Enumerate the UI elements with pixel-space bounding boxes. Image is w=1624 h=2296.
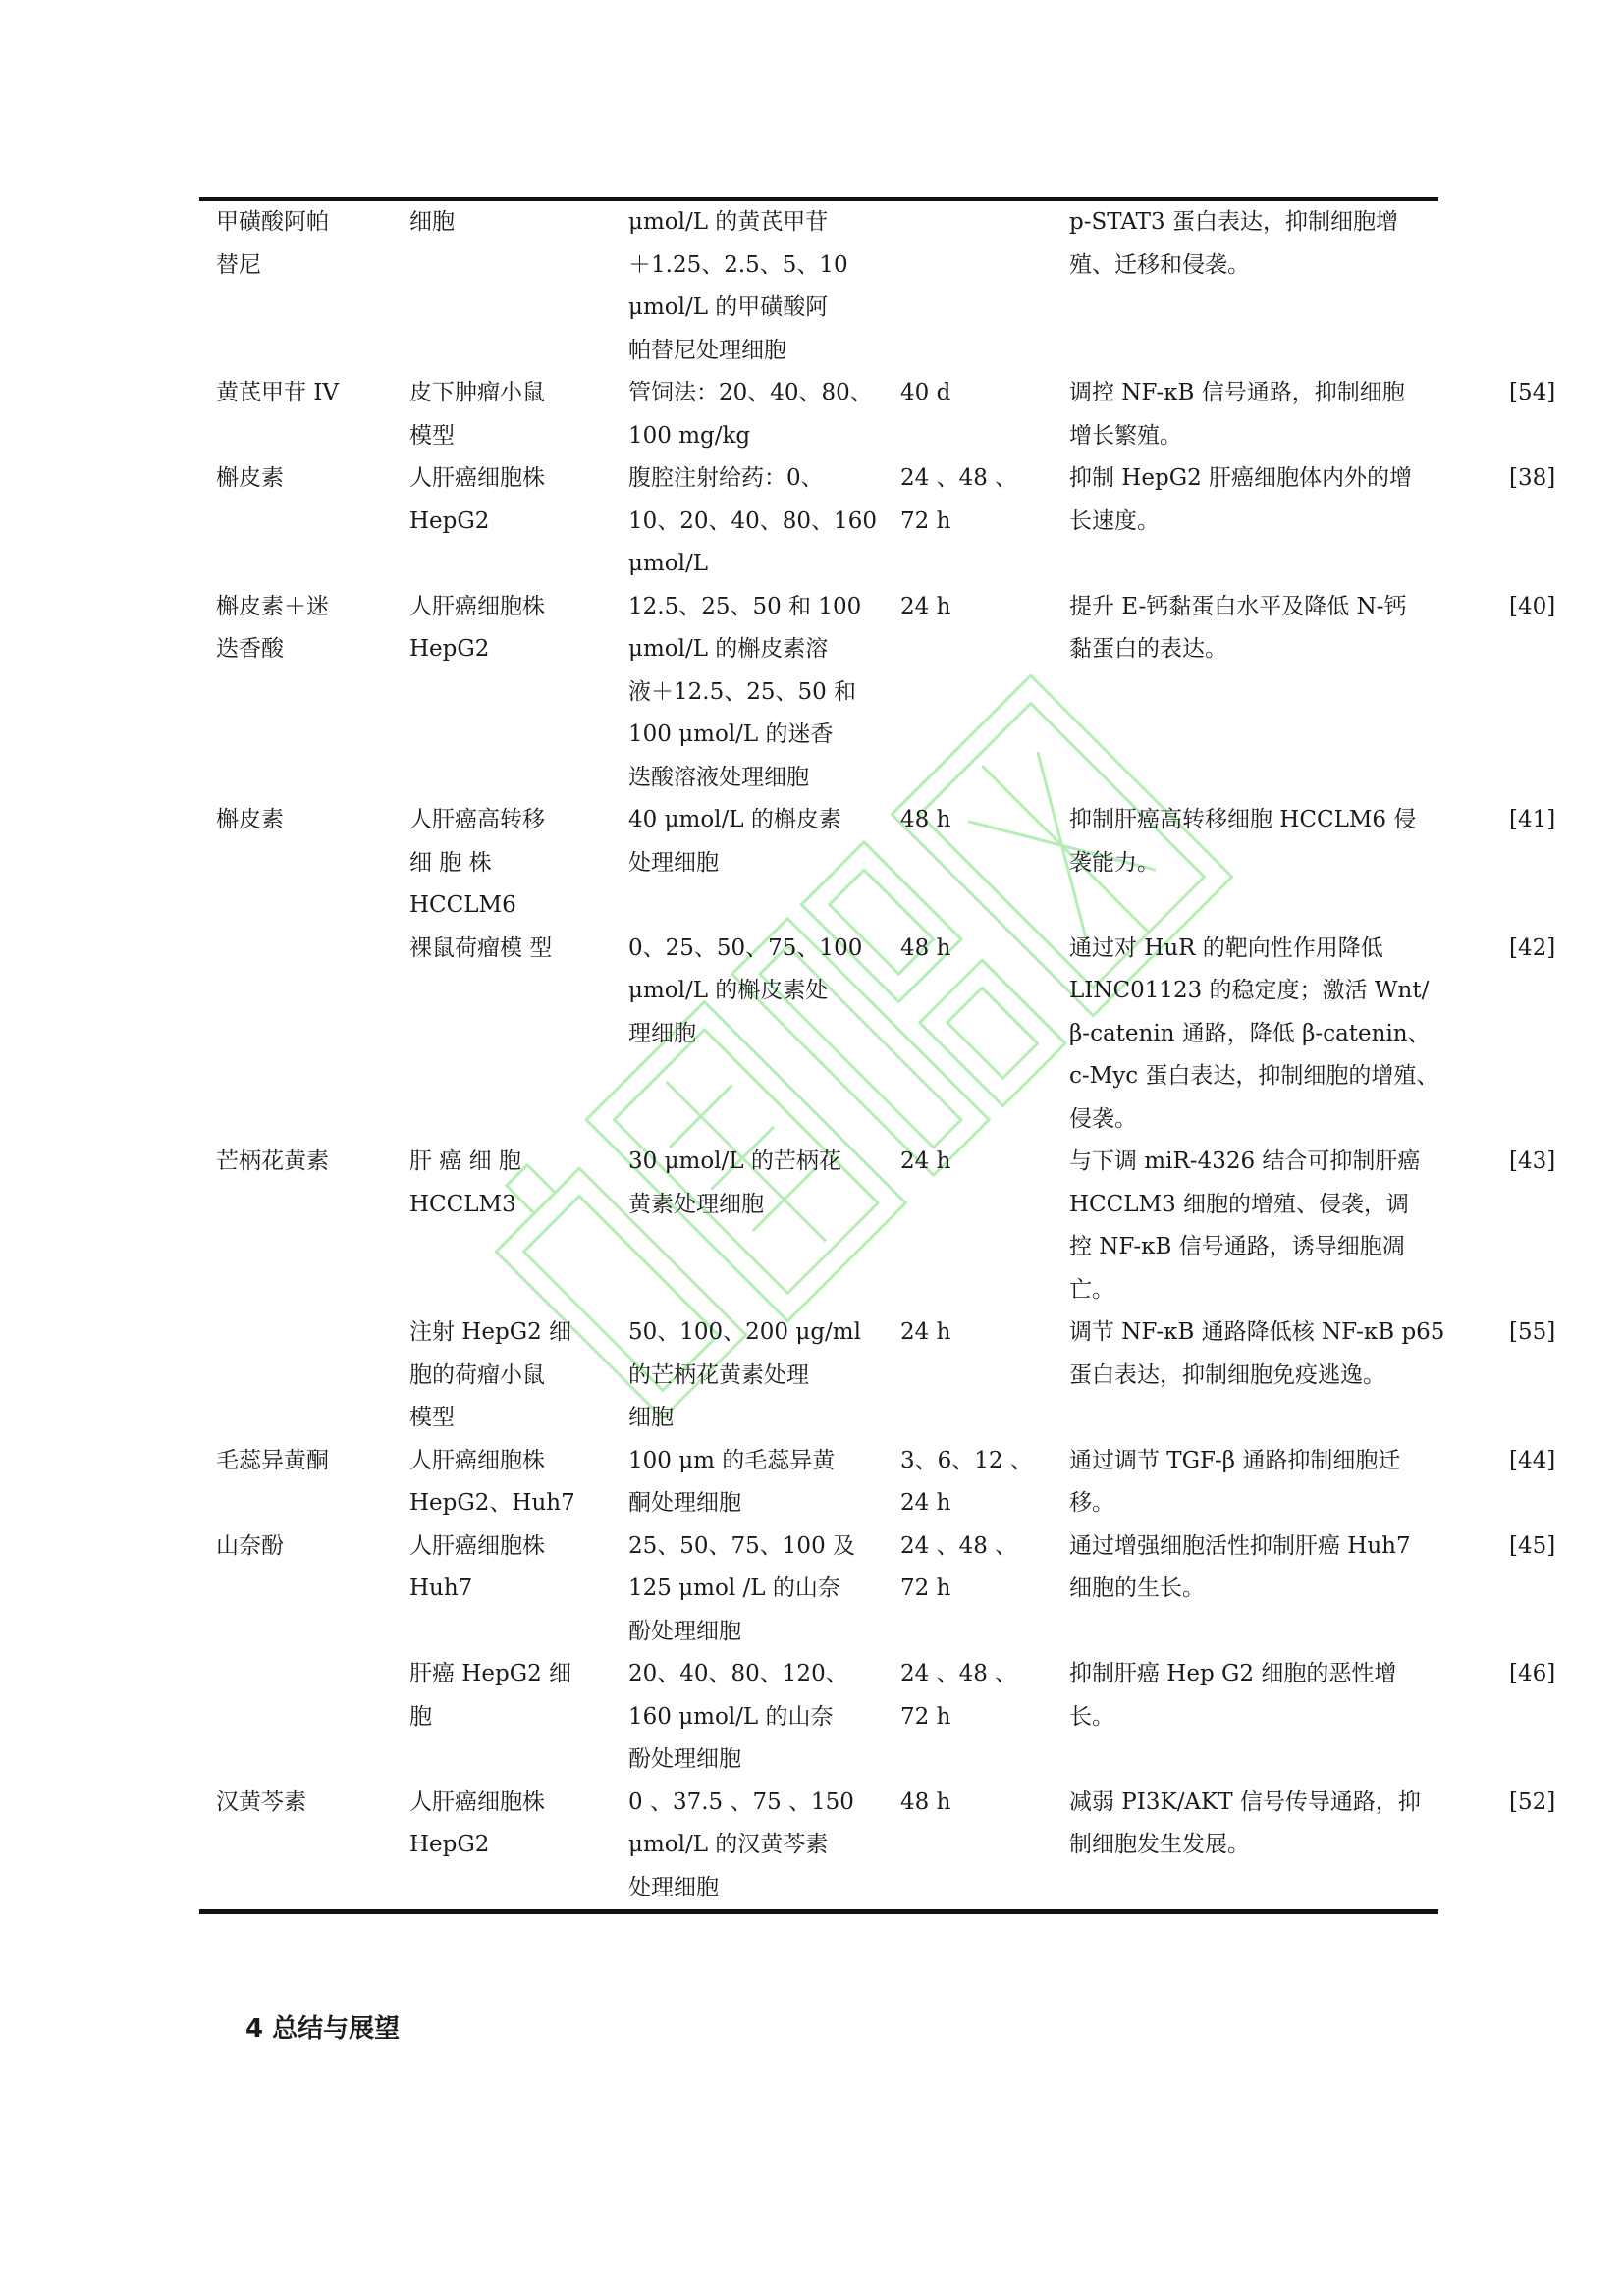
cell-text-line: [42] xyxy=(1509,934,1556,961)
cell-text-line: 50、100、200 μg/ml xyxy=(628,1319,861,1345)
cell-text-line: 160 μmol/L 的山奈 xyxy=(628,1703,834,1730)
cell-text-line: 槲皮素 xyxy=(216,465,284,491)
cell-text-line: [54] xyxy=(1509,380,1556,405)
cell-text-line: 胞 xyxy=(409,1703,432,1730)
model-cell xyxy=(393,1525,612,1654)
cell-text-line: ＋1.25、2.5、5、10 xyxy=(628,251,848,278)
model-cell xyxy=(393,1653,612,1782)
treatment-cell xyxy=(612,1440,884,1525)
cell-text-line: μmol/L 的槲皮素溶 xyxy=(628,636,829,662)
cell-text-line: 裸鼠荷瘤模 型 xyxy=(409,934,553,961)
cell-text-line: 24 h xyxy=(900,1319,951,1345)
section-heading: 4 总结与展望 xyxy=(245,2014,401,2044)
reference-cell xyxy=(1489,201,1600,372)
cell-text-line: 胞的荷瘤小鼠 xyxy=(409,1362,545,1388)
cell-text-line: 模型 xyxy=(409,1405,455,1430)
cell-text-line: 抑制肝癌 Hep G2 细胞的恶性增 xyxy=(1069,1661,1397,1686)
cell-text-line: 调节 NF-κB 通路降低核 NF-κB p65 xyxy=(1069,1319,1445,1345)
cell-text-line: HepG2 xyxy=(409,636,490,662)
model-cell xyxy=(393,1311,612,1440)
cell-text-line: 0、25、50、75、100 xyxy=(628,934,863,961)
cell-text-line: 黏蛋白的表达。 xyxy=(1069,636,1227,662)
cell-text-line: 24 、48 、 xyxy=(900,465,1018,491)
treatment-cell xyxy=(612,372,884,457)
compound-cell xyxy=(199,928,393,1142)
cell-text-line: μmol/L 的槲皮素处 xyxy=(628,978,829,1003)
cell-text-line: 72 h xyxy=(900,1703,951,1730)
cell-text-line: 注射 HepG2 细 xyxy=(409,1319,572,1345)
treatment-cell xyxy=(612,1141,884,1311)
cell-text-line: 芒柄花黄素 xyxy=(216,1148,329,1174)
model-cell xyxy=(393,1440,612,1525)
treatment-cell xyxy=(612,928,884,1142)
reference-cell xyxy=(1489,799,1600,928)
reference-cell xyxy=(1489,457,1600,586)
duration-cell xyxy=(884,1653,1053,1782)
model-cell xyxy=(393,457,612,586)
cell-text-line: μmol/L 的黄芪甲苷 xyxy=(628,209,829,235)
cell-text-line: HCCLM3 xyxy=(409,1191,516,1217)
table-row xyxy=(199,928,1600,1142)
reference-cell xyxy=(1489,1525,1600,1654)
cell-text-line: 人肝癌细胞株 xyxy=(409,593,545,619)
cell-text-line: LINC01123 的稳定度；激活 Wnt/ xyxy=(1069,978,1430,1003)
cell-text-line: 帕替尼处理细胞 xyxy=(628,337,786,363)
mechanism-cell xyxy=(1053,928,1489,1142)
table-row xyxy=(199,457,1600,586)
treatment-cell xyxy=(612,1782,884,1910)
cell-text-line: 迭香酸 xyxy=(216,636,284,662)
cell-text-line: 控 NF-κB 信号通路，诱导细胞凋 xyxy=(1069,1234,1405,1259)
mechanism-cell xyxy=(1053,457,1489,586)
cell-text-line: 黄芪甲苷 IV xyxy=(216,380,340,405)
cell-text-line: 腹腔注射给药：0、 xyxy=(628,465,824,491)
treatment-cell xyxy=(612,457,884,586)
cell-text-line: 24 h xyxy=(900,1490,951,1516)
cell-text-line: 抑制 HepG2 肝癌细胞体内外的增 xyxy=(1069,465,1413,491)
model-cell xyxy=(393,1782,612,1910)
cell-text-line: 管饲法：20、40、80、 xyxy=(628,380,873,405)
mechanism-cell xyxy=(1053,1141,1489,1311)
cell-text-line: 替尼 xyxy=(216,251,261,278)
duration-cell xyxy=(884,1782,1053,1910)
cell-text-line: [44] xyxy=(1509,1447,1556,1473)
mechanism-cell xyxy=(1053,1440,1489,1525)
mechanism-cell xyxy=(1053,1311,1489,1440)
duration-cell xyxy=(884,457,1053,586)
table-row xyxy=(199,372,1600,457)
cell-text-line: 72 h xyxy=(900,1575,951,1601)
cell-text-line: 袭能力。 xyxy=(1069,849,1160,876)
cell-text-line: HepG2 xyxy=(409,1832,490,1857)
table-row xyxy=(199,1440,1600,1525)
cell-text-line: 肝癌 HepG2 细 xyxy=(409,1661,572,1686)
cell-text-line: 48 h xyxy=(900,1789,951,1815)
cell-text-line: 山奈酚 xyxy=(216,1532,284,1559)
model-cell xyxy=(393,799,612,928)
compound-cell xyxy=(199,799,393,928)
compound-cell xyxy=(199,372,393,457)
cell-text-line: 移。 xyxy=(1069,1490,1114,1516)
duration-cell xyxy=(884,372,1053,457)
treatment-cell xyxy=(612,1311,884,1440)
cell-text-line: [38] xyxy=(1509,465,1556,491)
mechanism-cell xyxy=(1053,1653,1489,1782)
mechanism-cell xyxy=(1053,799,1489,928)
model-cell xyxy=(393,586,612,800)
reference-cell xyxy=(1489,1311,1600,1440)
data-table xyxy=(199,197,1556,1914)
table-row xyxy=(199,1141,1600,1311)
cell-text-line: 24 h xyxy=(900,593,951,619)
cell-text-line: 亡。 xyxy=(1069,1276,1114,1303)
cell-text-line: 侵袭。 xyxy=(1069,1105,1137,1132)
cell-text-line: 液＋12.5、25、50 和 xyxy=(628,678,857,705)
table-body xyxy=(199,201,1600,1909)
cell-text-line: 细胞 xyxy=(628,1405,674,1430)
mechanism-cell xyxy=(1053,372,1489,457)
compound-cell xyxy=(199,1440,393,1525)
cell-text-line: 24 、48 、 xyxy=(900,1661,1018,1686)
table-row xyxy=(199,1782,1600,1910)
cell-text-line: 通过对 HuR 的靶向性作用降低 xyxy=(1069,934,1383,961)
cell-text-line: 槲皮素 xyxy=(216,807,284,832)
model-cell xyxy=(393,1141,612,1311)
cell-text-line: 人肝癌细胞株 xyxy=(409,1447,545,1473)
reference-cell xyxy=(1489,1782,1600,1910)
reference-cell xyxy=(1489,372,1600,457)
cell-text-line: 与下调 miR-4326 结合可抑制肝癌 xyxy=(1069,1148,1421,1174)
duration-cell xyxy=(884,586,1053,800)
cell-text-line: 48 h xyxy=(900,807,951,832)
cell-text-line: [55] xyxy=(1509,1319,1556,1345)
cell-text-line: 酚处理细胞 xyxy=(628,1618,741,1644)
cell-text-line: HepG2 xyxy=(409,507,490,534)
cell-text-line: HCCLM6 xyxy=(409,892,516,918)
cell-text-line: 10、20、40、80、160 xyxy=(628,507,877,534)
treatment-cell xyxy=(612,586,884,800)
model-cell xyxy=(393,372,612,457)
cell-text-line: 125 μmol /L 的山奈 xyxy=(628,1575,840,1601)
cell-text-line: 24 、48 、 xyxy=(900,1532,1018,1559)
cell-text-line: p-STAT3 蛋白表达，抑制细胞增 xyxy=(1069,209,1398,235)
table-row xyxy=(199,1525,1600,1654)
treatment-cell xyxy=(612,1525,884,1654)
cell-text-line: 细胞 xyxy=(409,209,455,235)
cell-text-line: 通过增强细胞活性抑制肝癌 Huh7 xyxy=(1069,1532,1411,1559)
cell-text-line: [40] xyxy=(1509,593,1556,619)
cell-text-line: 100 μm 的毛蕊异黄 xyxy=(628,1447,836,1473)
duration-cell xyxy=(884,928,1053,1142)
cell-text-line: 人肝癌细胞株 xyxy=(409,1532,545,1559)
cell-text-line: 100 μmol/L 的迷香 xyxy=(628,721,834,747)
cell-text-line: [43] xyxy=(1509,1148,1556,1174)
cell-text-line: 40 d xyxy=(900,380,951,405)
compound-cell xyxy=(199,586,393,800)
model-cell xyxy=(393,928,612,1142)
cell-text-line: 细 胞 株 xyxy=(409,849,492,876)
mechanism-cell xyxy=(1053,1782,1489,1910)
cell-text-line: 增长繁殖。 xyxy=(1069,422,1182,449)
cell-text-line: 皮下肿瘤小鼠 xyxy=(409,380,545,405)
cell-text-line: HepG2、Huh7 xyxy=(409,1490,575,1516)
cell-text-line: 细胞的生长。 xyxy=(1069,1575,1205,1601)
compound-cell xyxy=(199,1525,393,1654)
cell-text-line: 蛋白表达，抑制细胞免疫逃逸。 xyxy=(1069,1362,1385,1388)
cell-text-line: 酚处理细胞 xyxy=(628,1746,741,1772)
duration-cell xyxy=(884,1525,1053,1654)
duration-cell xyxy=(884,799,1053,928)
cell-text-line: 肝 癌 细 胞 xyxy=(409,1148,521,1174)
compound-cell xyxy=(199,1782,393,1910)
compound-cell xyxy=(199,1311,393,1440)
cell-text-line: 0 、37.5 、75 、150 xyxy=(628,1789,854,1815)
table-row xyxy=(199,586,1600,800)
duration-cell xyxy=(884,1311,1053,1440)
table-row xyxy=(199,201,1600,372)
cell-text-line: 人肝癌细胞株 xyxy=(409,1789,545,1815)
cell-text-line: 长。 xyxy=(1069,1703,1114,1730)
cell-text-line: 25、50、75、100 及 xyxy=(628,1532,856,1559)
cell-text-line: 制细胞发生发展。 xyxy=(1069,1832,1250,1857)
cell-text-line: 提升 E-钙黏蛋白水平及降低 N-钙 xyxy=(1069,593,1407,619)
table-bottom-rule xyxy=(199,1909,1438,1914)
cell-text-line: 24 h xyxy=(900,1148,951,1174)
cell-text-line: 酮处理细胞 xyxy=(628,1490,741,1516)
cell-text-line: 减弱 PI3K/AKT 信号传导通路，抑 xyxy=(1069,1789,1421,1815)
cell-text-line: 理细胞 xyxy=(628,1020,696,1046)
cell-text-line: 48 h xyxy=(900,934,951,961)
cell-text-line: 人肝癌高转移 xyxy=(409,807,545,832)
cell-text-line: c-Myc 蛋白表达，抑制细胞的增殖、 xyxy=(1069,1063,1439,1089)
compound-cell xyxy=(199,1141,393,1311)
cell-text-line: 长速度。 xyxy=(1069,507,1160,534)
cell-text-line: 槲皮素＋迷 xyxy=(216,593,329,619)
cell-text-line: 抑制肝癌高转移细胞 HCCLM6 侵 xyxy=(1069,807,1417,832)
cell-text-line: [52] xyxy=(1509,1789,1556,1815)
cell-text-line: 人肝癌细胞株 xyxy=(409,465,545,491)
cell-text-line: μmol/L 的甲磺酸阿 xyxy=(628,294,829,320)
cell-text-line: 甲磺酸阿帕 xyxy=(216,209,329,235)
duration-cell xyxy=(884,1440,1053,1525)
cell-text-line: 100 mg/kg xyxy=(628,422,751,449)
cell-text-line: [45] xyxy=(1509,1532,1556,1559)
treatment-cell xyxy=(612,799,884,928)
cell-text-line: 黄素处理细胞 xyxy=(628,1191,764,1217)
table-row xyxy=(199,1653,1600,1782)
cell-text-line: 12.5、25、50 和 100 xyxy=(628,593,862,619)
model-cell xyxy=(393,201,612,372)
cell-text-line: μmol/L 的汉黄芩素 xyxy=(628,1832,829,1857)
reference-cell xyxy=(1489,928,1600,1142)
cell-text-line: Huh7 xyxy=(409,1575,473,1601)
reference-cell xyxy=(1489,586,1600,800)
duration-cell xyxy=(884,1141,1053,1311)
cell-text-line: 处理细胞 xyxy=(628,849,719,876)
cell-text-line: 处理细胞 xyxy=(628,1874,719,1900)
reference-cell xyxy=(1489,1653,1600,1782)
mechanism-cell xyxy=(1053,586,1489,800)
cell-text-line: 迭酸溶液处理细胞 xyxy=(628,764,809,790)
reference-cell xyxy=(1489,1141,1600,1311)
cell-text-line: 72 h xyxy=(900,507,951,534)
cell-text-line: [41] xyxy=(1509,807,1556,832)
cell-text-line: 20、40、80、120、 xyxy=(628,1661,848,1686)
treatment-cell xyxy=(612,1653,884,1782)
compound-cell xyxy=(199,457,393,586)
cell-text-line: 毛蕊异黄酮 xyxy=(216,1447,329,1473)
cell-text-line: 的芒柄花黄素处理 xyxy=(628,1362,809,1388)
mechanism-cell xyxy=(1053,1525,1489,1654)
cell-text-line: [46] xyxy=(1509,1661,1556,1686)
cell-text-line: 殖、迁移和侵袭。 xyxy=(1069,251,1250,278)
cell-text-line: β-catenin 通路，降低 β-catenin、 xyxy=(1069,1020,1431,1046)
cell-text-line: HCCLM3 细胞的增殖、侵袭，调 xyxy=(1069,1191,1410,1217)
cell-text-line: 30 μmol/L 的芒柄花 xyxy=(628,1148,841,1174)
mechanism-cell xyxy=(1053,201,1489,372)
cell-text-line: 通过调节 TGF-β 通路抑制细胞迁 xyxy=(1069,1447,1401,1473)
cell-text-line: 汉黄芩素 xyxy=(216,1789,306,1815)
cell-text-line: 40 μmol/L 的槲皮素 xyxy=(628,807,841,832)
compound-cell xyxy=(199,201,393,372)
duration-cell xyxy=(884,201,1053,372)
reference-cell xyxy=(1489,1440,1600,1525)
cell-text-line: μmol/L xyxy=(628,551,708,576)
cell-text-line: 调控 NF-κB 信号通路，抑制细胞 xyxy=(1069,380,1405,405)
cell-text-line: 模型 xyxy=(409,422,455,449)
treatment-cell xyxy=(612,201,884,372)
table-row xyxy=(199,1311,1600,1440)
compound-cell xyxy=(199,1653,393,1782)
table-row xyxy=(199,799,1600,928)
cell-text-line: 3、6、12 、 xyxy=(900,1447,1033,1473)
